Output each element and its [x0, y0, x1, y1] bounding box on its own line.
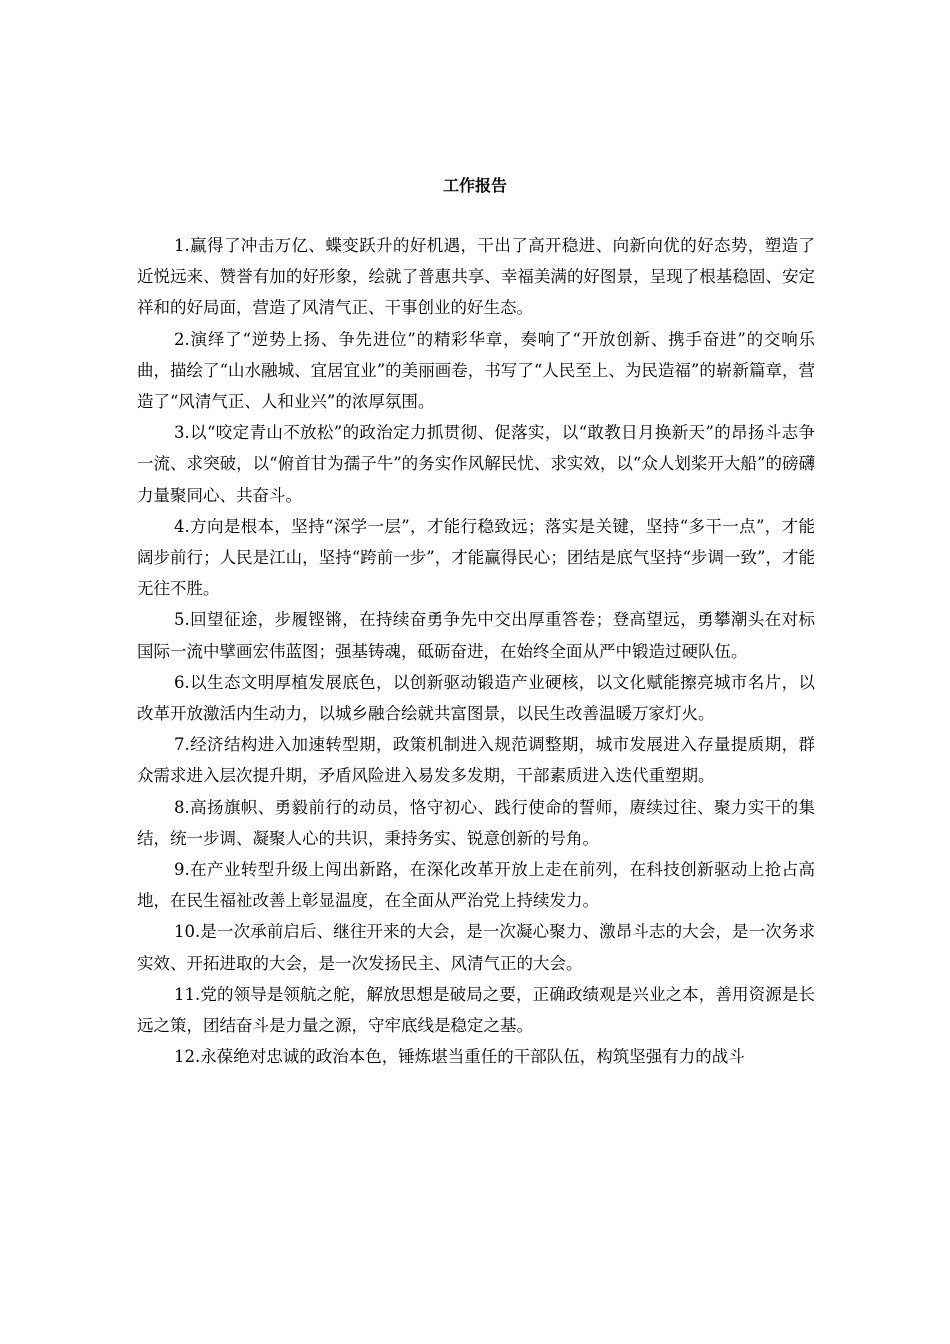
paragraph-2: 2.演绎了“逆势上扬、争先进位”的精彩华章，奏响了“开放创新、携手奋进”的交响乐曲，描绘了“山水融城、宜居宜业”的美丽画卷，书写了“人民至上、为民造福”的崭新篇章，营造了“风清气正、人和业兴”的浓厚氛围。 — [137, 329, 815, 412]
paragraph-6: 6.以生态文明厚植发展底色，以创新驱动锻造产业硬核，以文化赋能擦亮城市名片，以改革开放激活内生动力，以城乡融合绘就共富图景，以民生改善温暖万家灯火。 — [137, 672, 815, 724]
paragraph-4: 4.方向是根本，坚持“深学一层”，才能行稳致远；落实是关键，坚持“多干一点”，才能阔步前行；人民是江山，坚持“跨前一步”，才能赢得民心；团结是底气坚持“步调一致”，才能无往不胜。 — [137, 516, 815, 599]
document-title: 工作报告 — [442, 176, 507, 195]
paragraph-9: 9.在产业转型升级上闯出新路，在深化改革开放上走在前列，在科技创新驱动上抢占高地，在民生福祉改善上彰显温度，在全面从严治党上持续发力。 — [137, 860, 815, 911]
paragraph-5: 5.回望征途，步履铿锵，在持续奋勇争先中交出厚重答卷；登高望远，勇攀潮头在对标国际一流中擘画宏伟蓝图；强基铸魂，砥砺奋进，在始终全面从严中锻造过硬队伍。 — [137, 610, 815, 661]
paragraph-10: 10.是一次承前启后、继往开来的大会，是一次凝心聚力、激昂斗志的大会，是一次务求实效、开拓进取的大会，是一次发扬民主、风清气正的大会。 — [137, 922, 815, 973]
paragraph-11: 11.党的领导是领航之舵，解放思想是破局之要，正确政绩观是兴业之本，善用资源是长远之策，团结奋斗是力量之源，守牢底线是稳定之基。 — [137, 984, 815, 1036]
paragraph-7: 7.经济结构进入加速转型期，政策机制进入规范调整期，城市发展进入存量提质期，群众需求进入层次提升期，矛盾风险进入易发多发期，干部素质进入迭代重塑期。 — [137, 735, 815, 786]
paragraph-8: 8.高扬旗帜、勇毅前行的动员，恪守初心、践行使命的誓师，赓续过往、聚力实干的集结，统一步调、凝聚人心的共识，秉持务实、锐意创新的号角。 — [137, 797, 815, 848]
paragraph-3: 3.以“咬定青山不放松”的政治定力抓贯彻、促落实，以“敢教日月换新天”的昂扬斗志争一流、求突破，以“俯首甘为孺子牛”的务实作风解民忧、求实效，以“众人划桨开大船”的磅礴力量聚同心、共奋斗。 — [137, 423, 815, 505]
paragraph-1: 1.赢得了冲击万亿、蝶变跃升的好机遇，干出了高开稳进、向新向优的好态势，塑造了近悦远来、赞誉有加的好形象，绘就了普惠共享、幸福美满的好图景，呈现了根基稳固、安定祥和的好局面，营造了风清气正、干事创业的好生态。 — [137, 236, 815, 318]
paragraph-12: 12.永葆绝对忠诚的政治本色，锤炼堪当重任的干部队伍，构筑坚强有力的战斗 — [174, 1047, 745, 1067]
document-body — [137, 230, 815, 1072]
